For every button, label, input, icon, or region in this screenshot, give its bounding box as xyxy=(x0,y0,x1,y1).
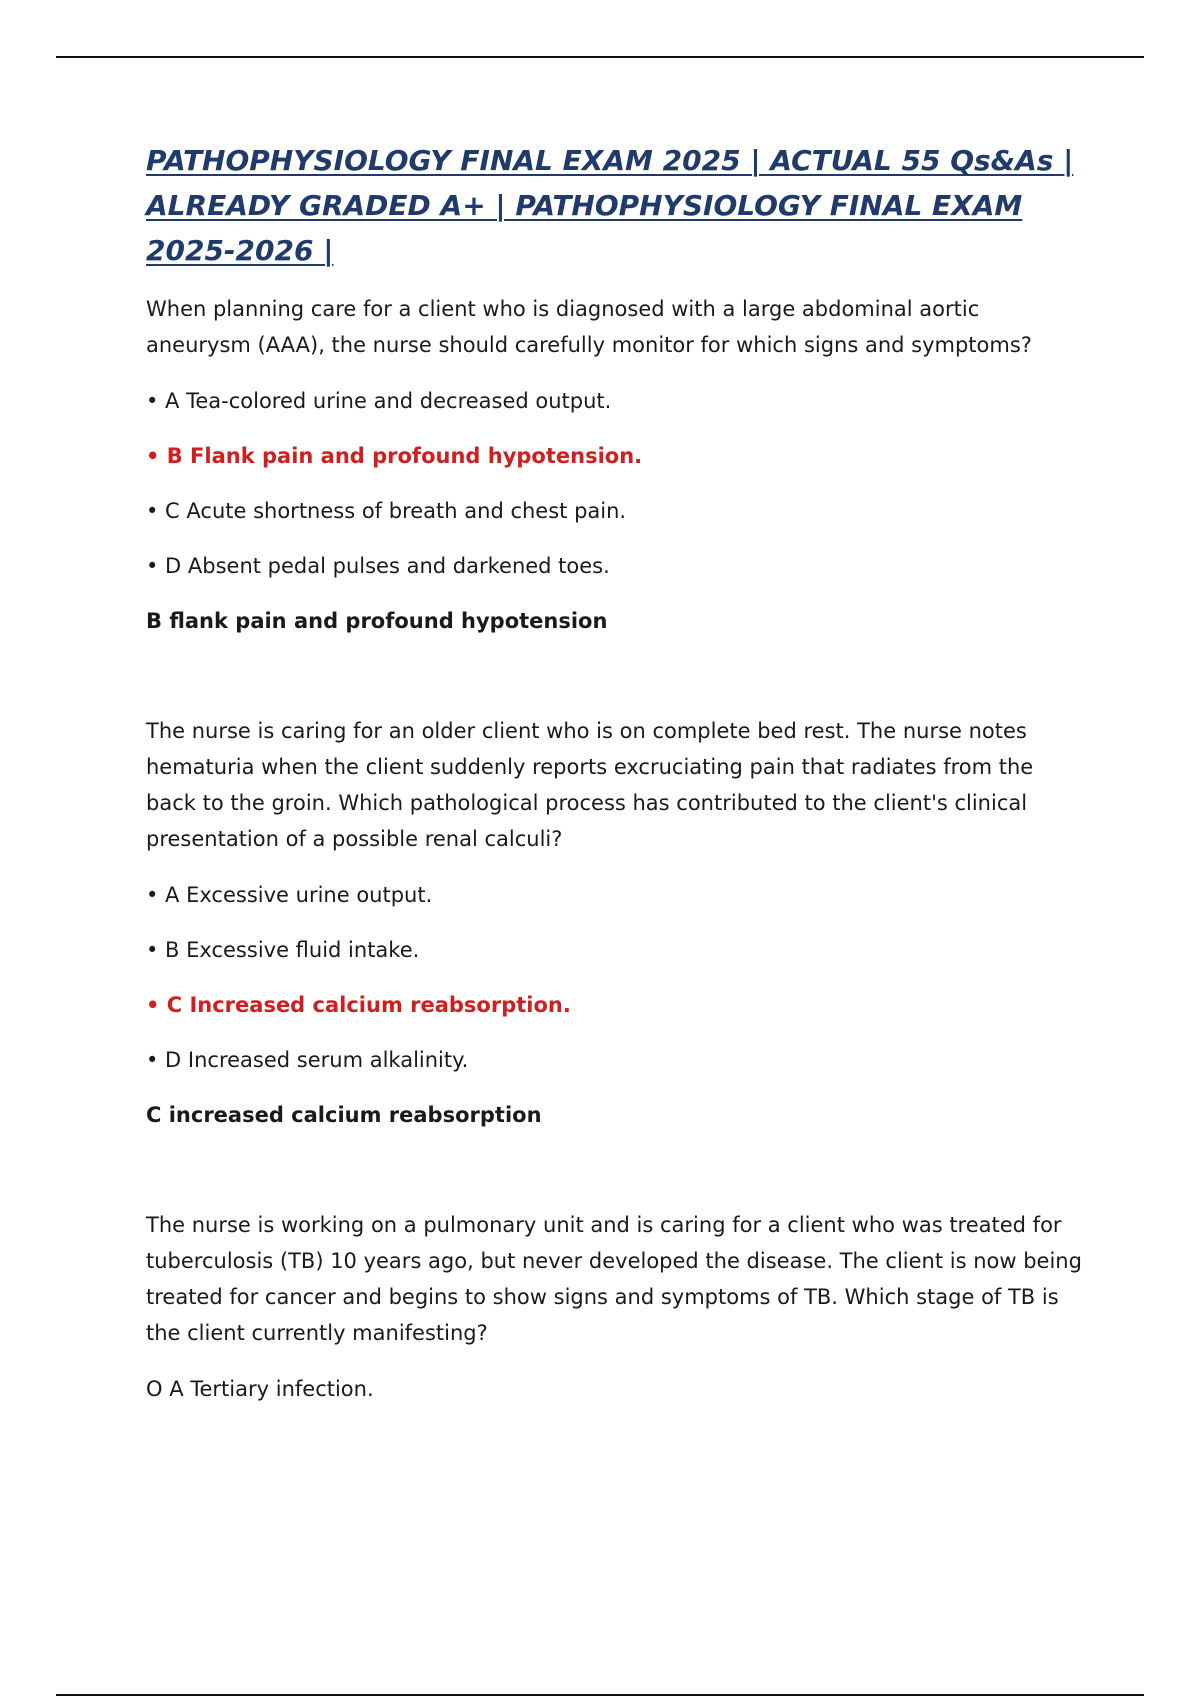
question-block-1 xyxy=(146,291,1086,639)
option-d: • D Absent pedal pulses and darkened toes. xyxy=(146,554,610,578)
question-text: When planning care for a client who is diagnosed with a large abdominal aortic aneurysm (AAA), the nurse should carefully monitor for which signs and symptoms? xyxy=(146,297,1032,357)
option-b-correct: • B Flank pain and profound hypotension. xyxy=(146,444,643,468)
option-d: • D Increased serum alkalinity. xyxy=(146,1048,469,1072)
option-a: • A Tea-colored urine and decreased output. xyxy=(146,389,612,413)
option-a: O A Tertiary infection. xyxy=(146,1377,374,1401)
option-c: • C Acute shortness of breath and chest pain. xyxy=(146,499,627,523)
option-a: • A Excessive urine output. xyxy=(146,883,433,907)
option-c-correct: • C Increased calcium reabsorption. xyxy=(146,993,571,1017)
section-gap xyxy=(146,639,1086,713)
question-text: The nurse is caring for an older client who is on complete bed rest. The nurse notes hematuria when the client suddenly reports excruciating pain that radiates from the back to the groin. Which pathological process has contributed to the client's clinical presentation of a possible renal calculi? xyxy=(146,719,1034,851)
bottom-rule xyxy=(56,1694,1144,1696)
top-rule xyxy=(56,56,1144,58)
question-block-2 xyxy=(146,713,1086,1133)
section-gap xyxy=(146,1133,1086,1207)
answer-text: C increased calcium reabsorption xyxy=(146,1103,542,1127)
document-title: PATHOPHYSIOLOGY FINAL EXAM 2025 | ACTUAL 55 Qs&As | ALREADY GRADED A+ | PATHOPHYSIOLOGY FINAL EXAM 2025-2026 | xyxy=(146,144,1074,267)
answer-text: B flank pain and profound hypotension xyxy=(146,609,608,633)
question-text: The nurse is working on a pulmonary unit and is caring for a client who was treated for tuberculosis (TB) 10 years ago, but never developed the disease. The client is now being treated for cancer and begins to show signs and symptoms of TB. Which stage of TB is the client currently manifesting? xyxy=(146,1213,1082,1345)
option-b: • B Excessive fluid intake. xyxy=(146,938,420,962)
document-body xyxy=(146,138,1086,1426)
question-block-3 xyxy=(146,1207,1086,1407)
